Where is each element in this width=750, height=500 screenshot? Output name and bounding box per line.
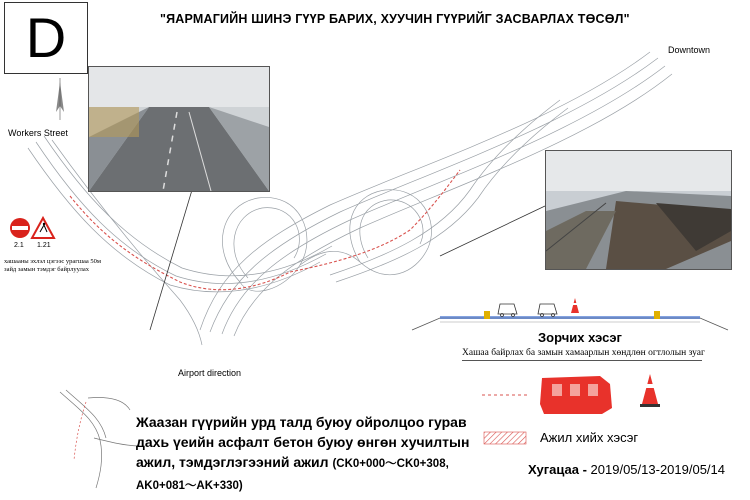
label-airport-direction: Airport direction	[178, 368, 242, 378]
work-description-main: Жаазан гүүрийн урд талд буюу ойролцоо гурав дахь үеийн асфалт бетон буюу өнгөн хучилтын ажил, тэмдэглэгээний ажил	[136, 414, 470, 470]
loop-ramps	[222, 190, 431, 291]
label-downtown: Downtown	[668, 45, 711, 55]
schedule	[528, 462, 725, 477]
leader-line-2	[440, 206, 545, 256]
leader-line-1	[150, 180, 195, 330]
work-description-range: (CK0+000～CK0+308, AK0+081～AK+330)	[136, 458, 449, 492]
fence-title-underline	[462, 360, 702, 361]
traffic-cone-icon	[571, 298, 579, 313]
sign1-code: 2.1	[14, 242, 24, 249]
page-title: "ЯАРМАГИЙН ШИНЭ ГҮҮР БАРИХ, ХУУЧИН ГҮҮРИЙГ ЗАСВАРЛАХ ТӨСӨЛ"	[160, 12, 630, 26]
north-arrow-icon	[56, 78, 64, 120]
traffic-cone-icon	[640, 374, 660, 407]
no-entry-sign-icon	[10, 218, 30, 238]
road-works-sign-icon	[32, 218, 54, 238]
water-barrier-icon	[540, 376, 612, 414]
label-workers-street: Workers Street	[8, 128, 68, 138]
schedule-label: Хугацаа -	[528, 462, 591, 477]
work-description	[136, 412, 496, 496]
passenger-zone-label: Зорчих хэсэг	[538, 330, 622, 345]
section-letter: D	[25, 6, 67, 69]
fence-section-title: Хашаа байрлах ба замын хамаарлын хөндлөн огтлолын зуаг	[462, 348, 705, 358]
photo-excavation	[545, 150, 732, 270]
cross-section	[412, 298, 728, 330]
photo-bridge-road	[88, 66, 270, 192]
car-icon	[538, 304, 557, 317]
car-icon	[498, 304, 517, 317]
schedule-value: 2019/05/13-2019/05/14	[590, 462, 726, 477]
sign-placement-note: хашааны эхлэл цэгээс урагшаа 50м зайд замын тэмдэг байрлуулах	[4, 258, 101, 273]
sign2-code: 1.21	[37, 242, 51, 249]
inset-map	[60, 390, 140, 488]
legend-work-area-label: Ажил хийх хэсэг	[540, 430, 639, 445]
